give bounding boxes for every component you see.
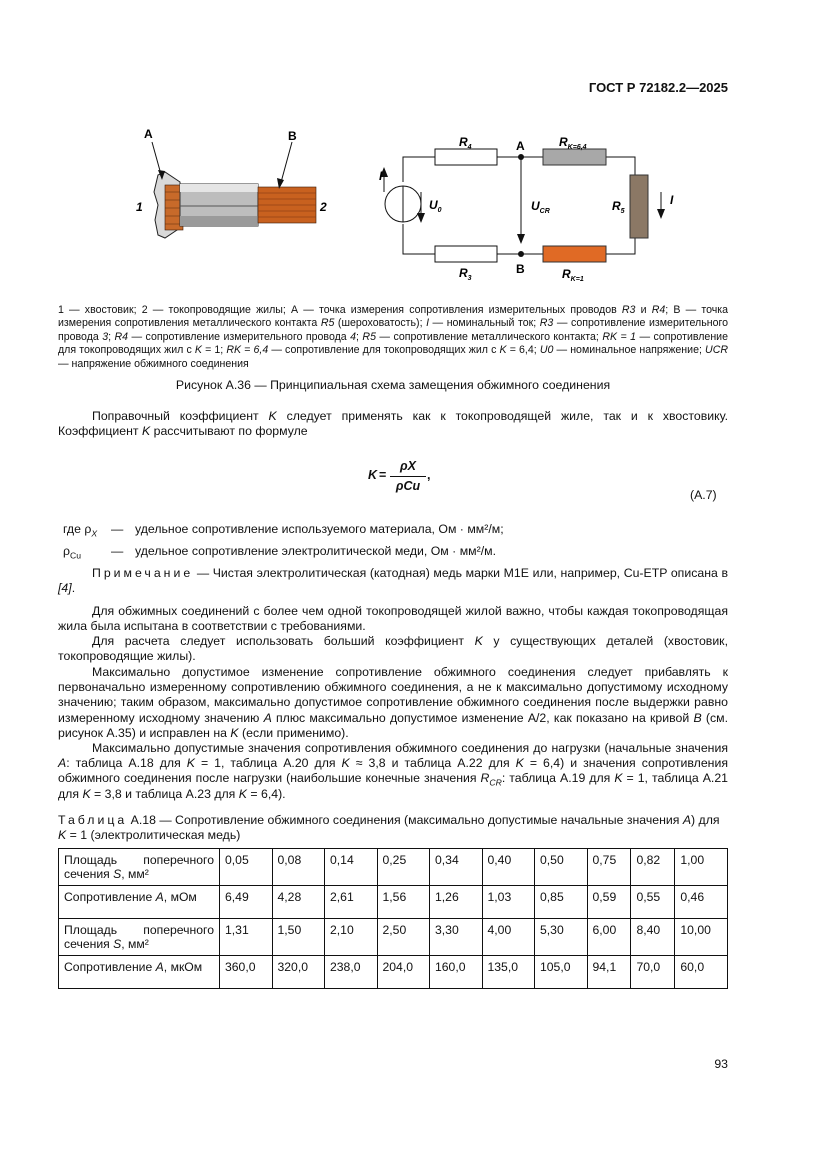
label-b: В — [288, 129, 297, 143]
table-cell: 360,0 — [220, 956, 273, 989]
table-cell: 4,28 — [272, 886, 325, 919]
label-r4: $R_4$ — [459, 135, 472, 151]
crimp-figure — [120, 120, 720, 300]
table-cell: 2,10 — [325, 919, 378, 956]
table-cell: 0,14 — [325, 849, 378, 886]
label-r3: $R_3$ — [459, 266, 472, 282]
table-cell: 8,40 — [631, 919, 675, 956]
formula-numerator: ρX — [400, 459, 416, 473]
paragraph-max-change: Максимально допустимое изменение сопротивление обжимного соединения следует прибавлять к первоначально измеренному сопротивлению обжимного соединения, а не к максимально допустимому исходному значению; таким образом, максимально допустимое сопротивление обжимного соединения после выдержки равно измеренному исходному значению A плюс максимально допустимое изменение A/2, как показано на кривой B (см. рисунок А.35) и исправлен на K (если применимо). — [58, 665, 728, 740]
table-cell: 1,26 — [430, 886, 483, 919]
table-cell: 6,00 — [587, 919, 631, 956]
table-cell: 1,56 — [377, 886, 430, 919]
table-cell: 5,30 — [535, 919, 588, 956]
where-rho-cu: $\rho_{Cu}$ — удельное сопротивление электролитической меди, Ом · мм²/м. — [63, 544, 496, 561]
table-cell: 94,1 — [587, 956, 631, 989]
table-cell: 1,31 — [220, 919, 273, 956]
resistor-rk1 — [543, 246, 606, 262]
label-1: 1 — [136, 200, 143, 214]
table-cell: 0,85 — [535, 886, 588, 919]
table-row — [59, 956, 728, 989]
row-header: Сопротивление A, мкОм — [59, 956, 220, 989]
resistor-rk64 — [543, 149, 606, 165]
formula-number: (А.7) — [690, 488, 717, 502]
table-cell: 0,59 — [587, 886, 631, 919]
formula-k: K — [368, 468, 378, 482]
table-cell: 10,00 — [675, 919, 728, 956]
table-row — [59, 919, 728, 956]
paragraph-max-values: Максимально допустимые значения сопротивления обжимного соединения до нагрузки (начальные значения A: таблица А.18 для K = 1, таблица А.20 для K ≈ 3,8 и таблица А.22 для K = 6,4) и значения сопротивления обжимного соединения после нагрузки (наибольшие конечные значения $R_{CR}$: таблица А.19 для K = 1, таблица А.21 для K = 3,8 и таблица А.23 для K = 6,4). — [58, 741, 729, 801]
label-node-a: А — [516, 139, 525, 153]
label-2: 2 — [320, 200, 327, 214]
standard-header: ГОСТ Р 72182.2—2025 — [588, 80, 728, 95]
circuit-diagram — [385, 149, 635, 262]
table-cell: 70,0 — [631, 956, 675, 989]
label-r5: $R_5$ — [612, 199, 625, 215]
table-cell: 0,50 — [535, 849, 588, 886]
crimp-drawing — [152, 142, 316, 238]
note: Примечание — Чистая электролитическая (катодная) медь марки M1E или, например, Cu-ETP описана в [4]. — [58, 566, 728, 596]
node-a-dot — [518, 154, 524, 160]
table-cell: 0,82 — [631, 849, 675, 886]
table-cell: 3,30 — [430, 919, 483, 956]
formula-eq: = — [379, 468, 387, 482]
table-cell: 1,03 — [482, 886, 535, 919]
formula-fraction-bar — [390, 476, 426, 477]
figure-legend: 1 — хвостовик; 2 — токопроводящие жилы; А — точка измерения сопротивления измерительных проводов R3 и R4; В — точка измерения сопротивления металлического контакта R5 (шероховатость); I — номинальный ток; R3 — сопротивление измерительного провода 3; R4 — сопротивление измерительного провода 4; R5 — сопротивление металлического контакта; RK = 1 — сопротивление для токопроводящих жил с K = 1; RK = 6,4 — сопротивление для токопроводящих жил с K = 6,4; U0 — номинальное напряжение; UCR — напряжение обжимного соединения — [58, 304, 729, 370]
table-row — [59, 886, 728, 919]
table-cell: 160,0 — [430, 956, 483, 989]
table-cell: 0,05 — [220, 849, 273, 886]
figure-caption: Рисунок А.36 — Принципиальная схема замещения обжимного соединения — [175, 378, 611, 392]
label-rk64: $R_{K=6,4}$ — [559, 135, 587, 151]
table-cell: 238,0 — [325, 956, 378, 989]
row-header: Сопротивление A, мОм — [59, 886, 220, 919]
label-u0: $U_0$ — [429, 198, 442, 214]
table-cell: 2,50 — [377, 919, 430, 956]
node-b-dot — [518, 251, 524, 257]
paragraph-multi-wire: Для обжимных соединений с более чем одной токопроводящей жилой важно, чтобы каждая токопроводящая жила была испытана в соответствии с требованиями. — [58, 604, 728, 634]
formula-comma: , — [427, 468, 431, 482]
table-cell: 2,61 — [325, 886, 378, 919]
table-cell: 1,50 — [272, 919, 325, 956]
table-cell: 0,25 — [377, 849, 430, 886]
table-cell: 0,46 — [675, 886, 728, 919]
label-ucr: $U_{CR}$ — [531, 199, 550, 215]
table-cell: 4,00 — [482, 919, 535, 956]
note-label: Примечание — [92, 566, 194, 580]
table-cell: 1,00 — [675, 849, 728, 886]
table-cell: 320,0 — [272, 956, 325, 989]
label-a: А — [144, 127, 153, 141]
paragraph-larger-k: Для расчета следует использовать больший коэффициент K у существующих деталей (хвостовик, токопроводящие жилы). — [58, 634, 728, 664]
table-cell: 0,08 — [272, 849, 325, 886]
table-title: Таблица А.18 — Сопротивление обжимного соединения (максимально допустимые начальные значения A) для K = 1 (электролитическая медь) — [58, 813, 720, 843]
table-cell: 0,75 — [587, 849, 631, 886]
table-cell: 6,49 — [220, 886, 273, 919]
page-number: 93 — [714, 1057, 728, 1071]
table-cell: 0,55 — [631, 886, 675, 919]
table-cell: 0,34 — [430, 849, 483, 886]
table-cell: 204,0 — [377, 956, 430, 989]
resistor-r5 — [630, 175, 648, 238]
row-header: Площадь поперечного сечения S, мм² — [59, 919, 220, 956]
label-node-b: В — [516, 262, 525, 276]
label-rk1: $R_{K=1}$ — [562, 267, 584, 283]
table-cell: 105,0 — [535, 956, 588, 989]
table-cell: 135,0 — [482, 956, 535, 989]
table-row — [59, 849, 728, 886]
table-cell: 60,0 — [675, 956, 728, 989]
label-i-left: I — [379, 169, 383, 183]
where-rho-x: где $\rho_X$ — удельное сопротивление используемого материала, Ом · мм²/м; — [63, 522, 504, 539]
formula-denominator: ρCu — [395, 479, 421, 493]
paragraph-correction-factor: Поправочный коэффициент K следует применять как к токопроводящей жиле, так и к хвостовику. Коэффициент K рассчитывают по формуле — [58, 409, 728, 439]
row-header: Площадь поперечного сечения S, мм² — [59, 849, 220, 886]
label-i-right: I — [670, 193, 674, 207]
resistance-table — [58, 848, 728, 989]
table-cell: 0,40 — [482, 849, 535, 886]
